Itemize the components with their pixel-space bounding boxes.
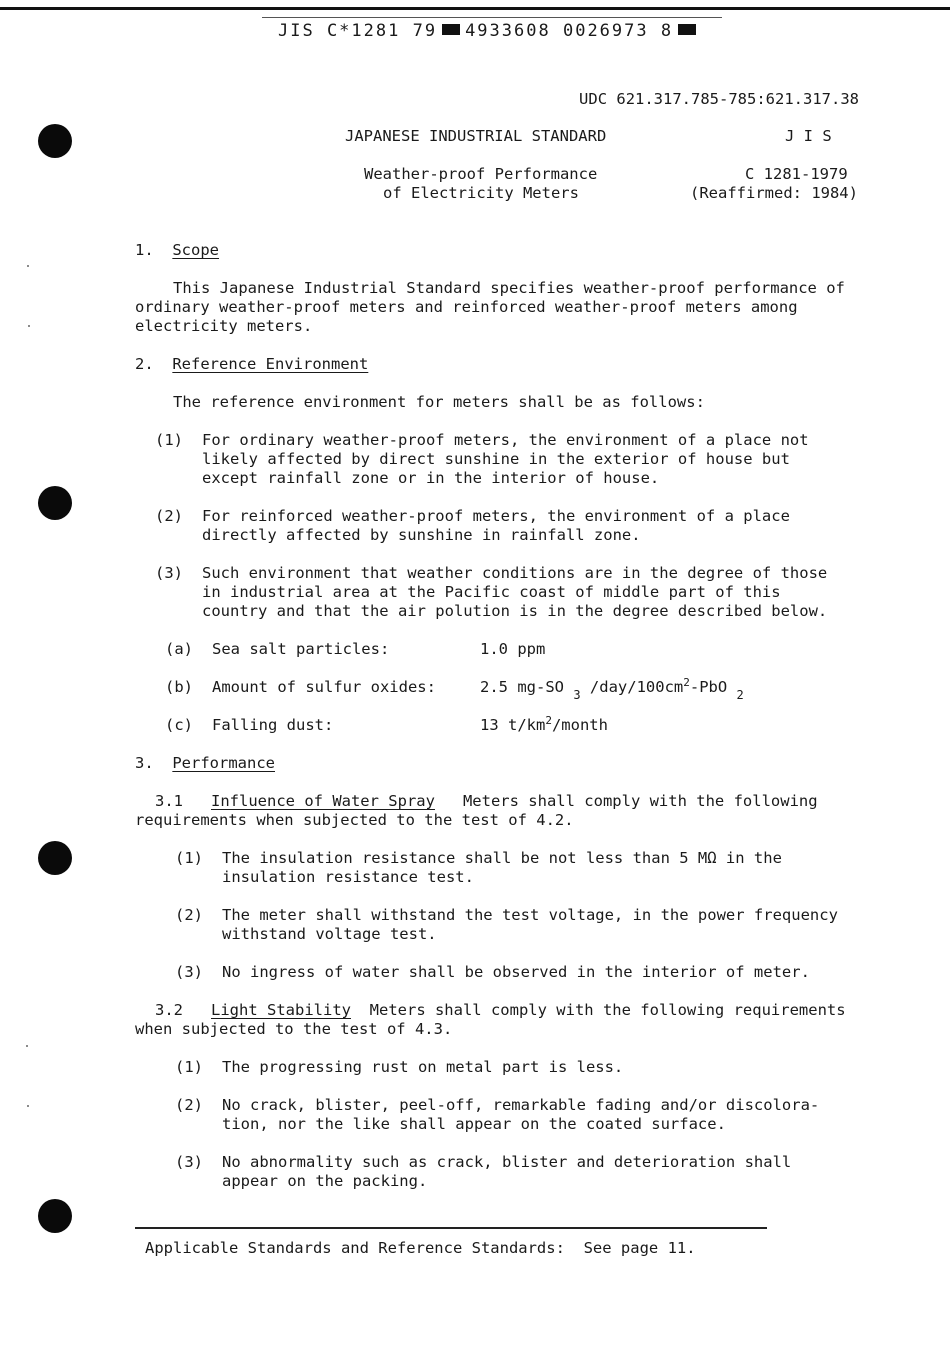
section-2-heading: [135, 355, 368, 374]
sub-item-value: [480, 716, 608, 735]
barcode-block: [678, 24, 696, 35]
item-line: insulation resistance test.: [222, 868, 474, 886]
item-line: The meter shall withstand the test voltage, in the power frequency: [222, 906, 838, 924]
item-line: No ingress of water shall be observed in the interior of meter.: [222, 963, 810, 981]
scan-speck: [26, 1045, 28, 1047]
item-line: likely affected by direct sunshine in the exterior of house but: [202, 450, 790, 468]
item-line: tion, nor the like shall appear on the coated surface.: [222, 1115, 726, 1133]
section-number: 3.: [135, 754, 154, 772]
punch-hole: [38, 486, 72, 520]
header-rule: [262, 17, 722, 18]
superscript: 2: [683, 676, 690, 689]
item-line: The progressing rust on metal part is less.: [222, 1058, 624, 1076]
punch-hole: [38, 1199, 72, 1233]
footnote: Applicable Standards and Reference Standards: See page 11.: [145, 1239, 696, 1257]
paragraph-line: This Japanese Industrial Standard specifies weather-proof performance of: [173, 279, 845, 297]
subsection-number: 3.1: [155, 792, 183, 810]
title-line-2: of Electricity Meters: [383, 184, 579, 202]
item-number: (1): [175, 849, 203, 867]
sub-item-label: Falling dust:: [212, 716, 334, 734]
sub-item-value: [480, 676, 744, 702]
top-border-line: [0, 7, 950, 10]
item-line: country and that the air polution is in the degree described below.: [202, 602, 828, 620]
section-number: 1.: [135, 241, 154, 259]
item-line: withstand voltage test.: [222, 925, 437, 943]
item-number: (3): [175, 963, 203, 981]
subsection-title: Influence of Water Spray: [211, 792, 435, 810]
subscript: 3: [573, 688, 581, 702]
subsection-3-2-line: [155, 1001, 846, 1020]
subsection-text: Meters shall comply with the following requirements: [369, 1001, 846, 1019]
item-line: appear on the packing.: [222, 1172, 428, 1190]
footnote-rule: [135, 1227, 767, 1229]
value-text: /month: [551, 716, 608, 734]
value-text: -PbO: [689, 678, 728, 696]
item-line: in industrial area at the Pacific coast of middle part of this: [202, 583, 781, 601]
subsection-text: Meters shall comply with the following: [462, 792, 818, 810]
paragraph-line: when subjected to the test of 4.3.: [135, 1020, 453, 1038]
scan-speck: [28, 325, 30, 327]
reaffirmed-date: (Reaffirmed: 1984): [690, 184, 858, 202]
sub-item-label: Amount of sulfur oxides:: [212, 678, 436, 696]
section-number: 2.: [135, 355, 154, 373]
item-line: No abnormality such as crack, blister and deterioration shall: [222, 1153, 792, 1171]
sub-item-number: (a): [165, 640, 193, 658]
paragraph-line: ordinary weather-proof meters and reinforced weather-proof meters among: [135, 298, 798, 316]
sub-item-number: (b): [165, 678, 193, 696]
header-code-a: 4933608: [465, 21, 551, 41]
punch-hole: [38, 841, 72, 875]
barcode-block: [442, 24, 460, 35]
jis-mark: J I S: [785, 127, 832, 145]
section-1-heading: [135, 241, 219, 260]
header-code-b: 0026973 8: [562, 21, 674, 41]
paragraph-line: requirements when subjected to the test of 4.2.: [135, 811, 574, 829]
item-line: For ordinary weather-proof meters, the environment of a place not: [202, 431, 809, 449]
udc-code: UDC 621.317.785-785:621.317.38: [579, 90, 859, 108]
subsection-number: 3.2: [155, 1001, 183, 1019]
item-line: The insulation resistance shall be not less than 5 MΩ in the: [222, 849, 782, 867]
item-line: For reinforced weather-proof meters, the environment of a place: [202, 507, 790, 525]
superscript: 2: [545, 714, 552, 727]
subscript: 2: [736, 688, 744, 702]
item-number: (1): [175, 1058, 203, 1076]
item-line: directly affected by sunshine in rainfall zone.: [202, 526, 641, 544]
sub-item-number: (c): [165, 716, 193, 734]
document-code-header: [278, 22, 701, 41]
item-line: Such environment that weather conditions are in the degree of those: [202, 564, 828, 582]
subsection-3-1-line: [155, 792, 818, 811]
item-number: (2): [175, 906, 203, 924]
item-number: (1): [155, 431, 183, 449]
value-text: 2.5 mg-SO: [480, 678, 564, 696]
sub-item-value: 1.0 ppm: [480, 640, 546, 658]
title-line-1: Weather-proof Performance: [364, 165, 598, 183]
standard-number: C 1281-1979: [745, 165, 848, 183]
sub-item-label: Sea salt particles:: [212, 640, 390, 658]
section-title: Reference Environment: [172, 355, 369, 373]
standard-label: JAPANESE INDUSTRIAL STANDARD: [345, 127, 607, 145]
item-line: No crack, blister, peel-off, remarkable fading and/or discolora-: [222, 1096, 820, 1114]
item-number: (3): [175, 1153, 203, 1171]
item-number: (2): [155, 507, 183, 525]
section-title: Scope: [172, 241, 220, 259]
item-number: (3): [155, 564, 183, 582]
section-title: Performance: [172, 754, 275, 772]
value-text: 13 t/km: [480, 716, 546, 734]
item-number: (2): [175, 1096, 203, 1114]
subsection-title: Light Stability: [211, 1001, 351, 1019]
scan-speck: [27, 1105, 29, 1107]
section-3-heading: [135, 754, 275, 773]
header-left-code: JIS C*1281 79: [278, 21, 438, 41]
scan-speck: [27, 265, 29, 267]
paragraph-line: electricity meters.: [135, 317, 313, 335]
item-line: except rainfall zone or in the interior of house.: [202, 469, 660, 487]
punch-hole: [38, 124, 72, 158]
value-text: /day/100cm: [580, 678, 684, 696]
paragraph-line: The reference environment for meters shall be as follows:: [173, 393, 705, 411]
